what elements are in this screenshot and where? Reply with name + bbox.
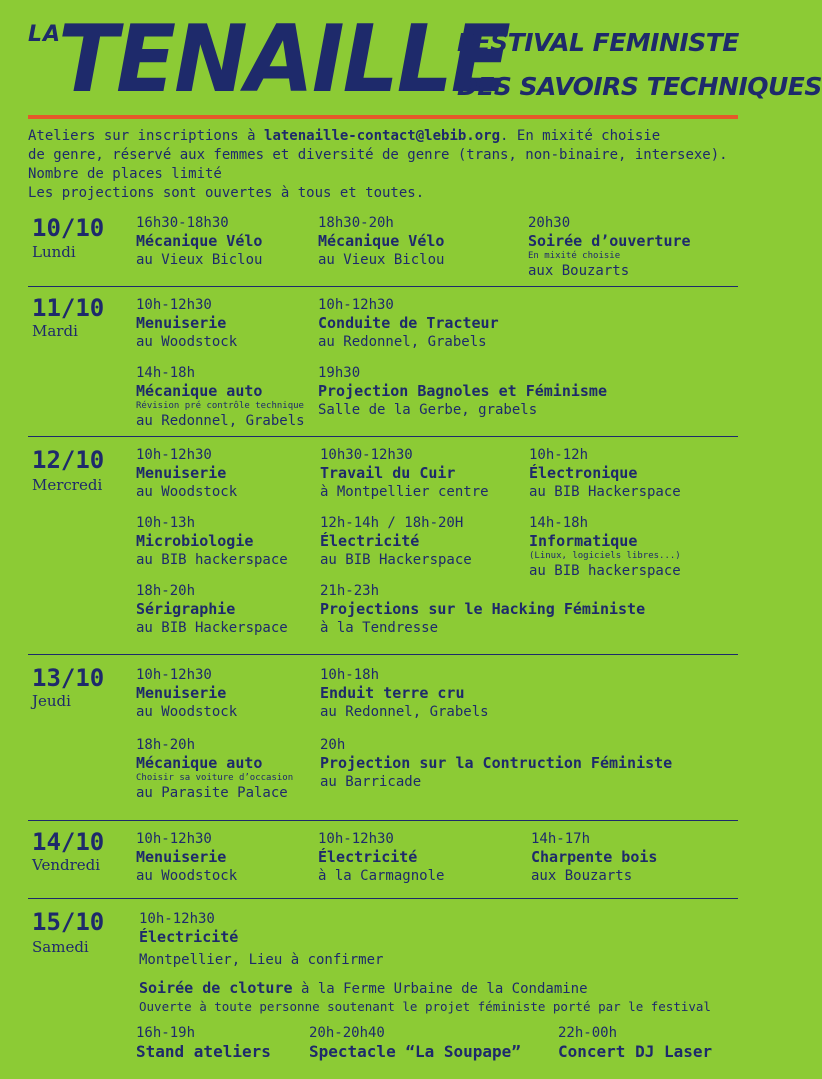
event-place: à la Carmagnole: [318, 868, 445, 884]
event: [136, 514, 288, 570]
event-note: Choisir sa voiture d’occasion: [136, 773, 294, 783]
event-time: 10h-13h: [136, 515, 196, 531]
event-time: 10h-12h: [529, 447, 589, 463]
event-time: 10h-12h30: [136, 447, 212, 463]
day-name: Jeudi: [32, 692, 71, 710]
festival-subtitle-line1: FESTIVAL FEMINISTE: [457, 28, 739, 57]
event-time: 10h-12h30: [136, 831, 212, 847]
closing-note: Ouverte à toute personne soutenant le projet féministe porté par le festival: [139, 999, 711, 1014]
event-time: 14h-17h: [531, 831, 591, 847]
day-separator: [28, 654, 738, 655]
event-place: aux Bouzarts: [531, 868, 633, 884]
intro-text: [28, 127, 748, 203]
day-separator: [28, 436, 738, 437]
event-place: au BIB Hackerspace: [136, 620, 288, 636]
event-title: Projections sur le Hacking Féministe: [320, 600, 646, 618]
event: [136, 666, 237, 722]
event-title: Menuiserie: [136, 464, 227, 482]
event: [309, 1024, 521, 1061]
event-title: Menuiserie: [136, 684, 227, 702]
event-note: (Linux, logiciels libres...): [529, 551, 681, 561]
event-time: 10h-12h30: [318, 831, 394, 847]
event: [318, 296, 499, 352]
event-title: Informatique: [529, 532, 638, 550]
day-date: 15/10: [32, 908, 105, 936]
event-title: Concert DJ Laser: [558, 1042, 713, 1061]
event: [136, 296, 237, 352]
closing-title: Soirée de cloture: [139, 979, 293, 997]
day-date: 11/10: [32, 294, 105, 322]
event: [320, 582, 645, 638]
event-title: Mécanique auto: [136, 382, 263, 400]
event-place: au BIB Hackerspace: [320, 552, 472, 568]
event-place: au Redonnel, Grabels: [320, 704, 489, 720]
event-time: 20h30: [528, 215, 571, 231]
event-title: Mécanique Vélo: [136, 232, 263, 250]
event: [136, 830, 237, 886]
day-date: 12/10: [32, 446, 105, 474]
event: [318, 830, 444, 886]
event-place: au Woodstock: [136, 484, 238, 500]
closing-place: à la Ferme Urbaine de la Condamine: [292, 981, 588, 997]
day-name: Mardi: [32, 322, 78, 340]
event-title: Spectacle “La Soupape”: [309, 1042, 521, 1061]
event-place: au Redonnel, Grabels: [318, 334, 487, 350]
event-title: Conduite de Tracteur: [318, 314, 499, 332]
event-time: 21h-23h: [320, 583, 380, 599]
event: [318, 214, 444, 270]
intro-line1-start: Ateliers sur inscriptions à: [28, 128, 265, 144]
event: [136, 446, 237, 502]
event-title: Projection sur la Contruction Féministe: [320, 754, 673, 772]
intro-line2: de genre, réservé aux femmes et diversité de genre (trans, non-binaire, intersexe).: [28, 147, 728, 163]
event-place: Salle de la Gerbe, grabels: [318, 402, 538, 418]
event-place: au BIB hackerspace: [529, 563, 681, 579]
event-place: au Redonnel, Grabels: [136, 413, 305, 429]
intro-line1-end: . En mixité choisie: [500, 128, 661, 144]
event-title: Travail du Cuir: [320, 464, 456, 482]
event-title: Charpente bois: [531, 848, 658, 866]
event: [318, 364, 607, 420]
event-place: au BIB hackerspace: [136, 552, 288, 568]
day-separator: [28, 898, 738, 899]
intro-line3: Nombre de places limité: [28, 166, 222, 182]
closing-event: [139, 978, 711, 1015]
event-place: au Vieux Biclou: [136, 252, 263, 268]
event-place: aux Bouzarts: [528, 263, 630, 279]
header-divider: [28, 115, 738, 119]
day-separator: [28, 286, 738, 287]
event-note: Révision pré contrôle technique: [136, 401, 304, 411]
event: [136, 736, 293, 803]
event-place: à Montpellier centre: [320, 484, 489, 500]
event: [529, 446, 681, 502]
event: [528, 214, 691, 281]
event-time: 14h-18h: [136, 365, 196, 381]
event-title: Microbiologie: [136, 532, 254, 550]
event-title: Soirée d’ouverture: [528, 232, 691, 250]
event-title: Menuiserie: [136, 848, 227, 866]
event-place: au Woodstock: [136, 704, 238, 720]
event-time: 18h-20h: [136, 583, 196, 599]
event-title: Mécanique auto: [136, 754, 263, 772]
event-time: 10h30-12h30: [320, 447, 413, 463]
event: [136, 1024, 271, 1061]
event-time: 22h-00h: [558, 1025, 618, 1041]
event: [136, 582, 288, 638]
event: [320, 666, 489, 722]
festival-subtitle-line2: DES SAVOIRS TECHNIQUES: [457, 72, 822, 101]
event-time: 16h-19h: [136, 1025, 196, 1041]
event-place: au Vieux Biclou: [318, 252, 445, 268]
event-title: Enduit terre cru: [320, 684, 465, 702]
event-title: Projection Bagnoles et Féminisme: [318, 382, 607, 400]
event: [136, 214, 262, 270]
event-time: 10h-12h30: [318, 297, 394, 313]
event-place: au Woodstock: [136, 868, 238, 884]
event: [529, 514, 681, 581]
event-time: 10h-12h30: [139, 911, 215, 927]
event-time: 20h-20h40: [309, 1025, 385, 1041]
event-place: au Woodstock: [136, 334, 238, 350]
festival-header: [0, 0, 822, 130]
event: [320, 736, 672, 792]
day-name: Vendredi: [32, 856, 101, 874]
event-place: au Barricade: [320, 774, 422, 790]
title-prefix: LA: [28, 22, 62, 47]
day-name: Mercredi: [32, 476, 103, 494]
event-place: à la Tendresse: [320, 620, 439, 636]
event-title: Menuiserie: [136, 314, 227, 332]
event-title: Électricité: [139, 928, 239, 946]
day-date: 13/10: [32, 664, 105, 692]
intro-line4: Les projections sont ouvertes à tous et toutes.: [28, 185, 425, 201]
event-title: Sérigraphie: [136, 600, 236, 618]
event: [139, 910, 383, 970]
contact-email[interactable]: latenaille-contact@lebib.org: [264, 128, 501, 144]
event: [136, 364, 305, 431]
event-time: 12h-14h / 18h-20H: [320, 515, 464, 531]
event-time: 10h-12h30: [136, 297, 212, 313]
event-time: 16h30-18h30: [136, 215, 229, 231]
event: [558, 1024, 712, 1061]
day-date: 10/10: [32, 214, 105, 242]
event-time: 18h-20h: [136, 737, 196, 753]
event-time: 14h-18h: [529, 515, 589, 531]
festival-title: TENAILLE: [58, 5, 509, 114]
day-name: Lundi: [32, 243, 76, 261]
event-title: Électronique: [529, 464, 638, 482]
event-title: Mécanique Vélo: [318, 232, 445, 250]
event-place: au Parasite Palace: [136, 785, 288, 801]
day-date: 14/10: [32, 828, 105, 856]
event: [531, 830, 657, 886]
event-note: En mixité choisie: [528, 251, 621, 261]
event-time: 20h: [320, 737, 346, 753]
event-place: au BIB Hackerspace: [529, 484, 681, 500]
event-time: 10h-18h: [320, 667, 380, 683]
event-place: Montpellier, Lieu à confirmer: [139, 952, 384, 968]
day-separator: [28, 820, 738, 821]
event-time: 18h30-20h: [318, 215, 394, 231]
event: [320, 514, 472, 570]
event-title: Électricité: [320, 532, 420, 550]
event-time: 10h-12h30: [136, 667, 212, 683]
event: [320, 446, 489, 502]
day-name: Samedi: [32, 938, 89, 956]
event-title: Stand ateliers: [136, 1042, 271, 1061]
event-title: Électricité: [318, 848, 418, 866]
event-time: 19h30: [318, 365, 361, 381]
